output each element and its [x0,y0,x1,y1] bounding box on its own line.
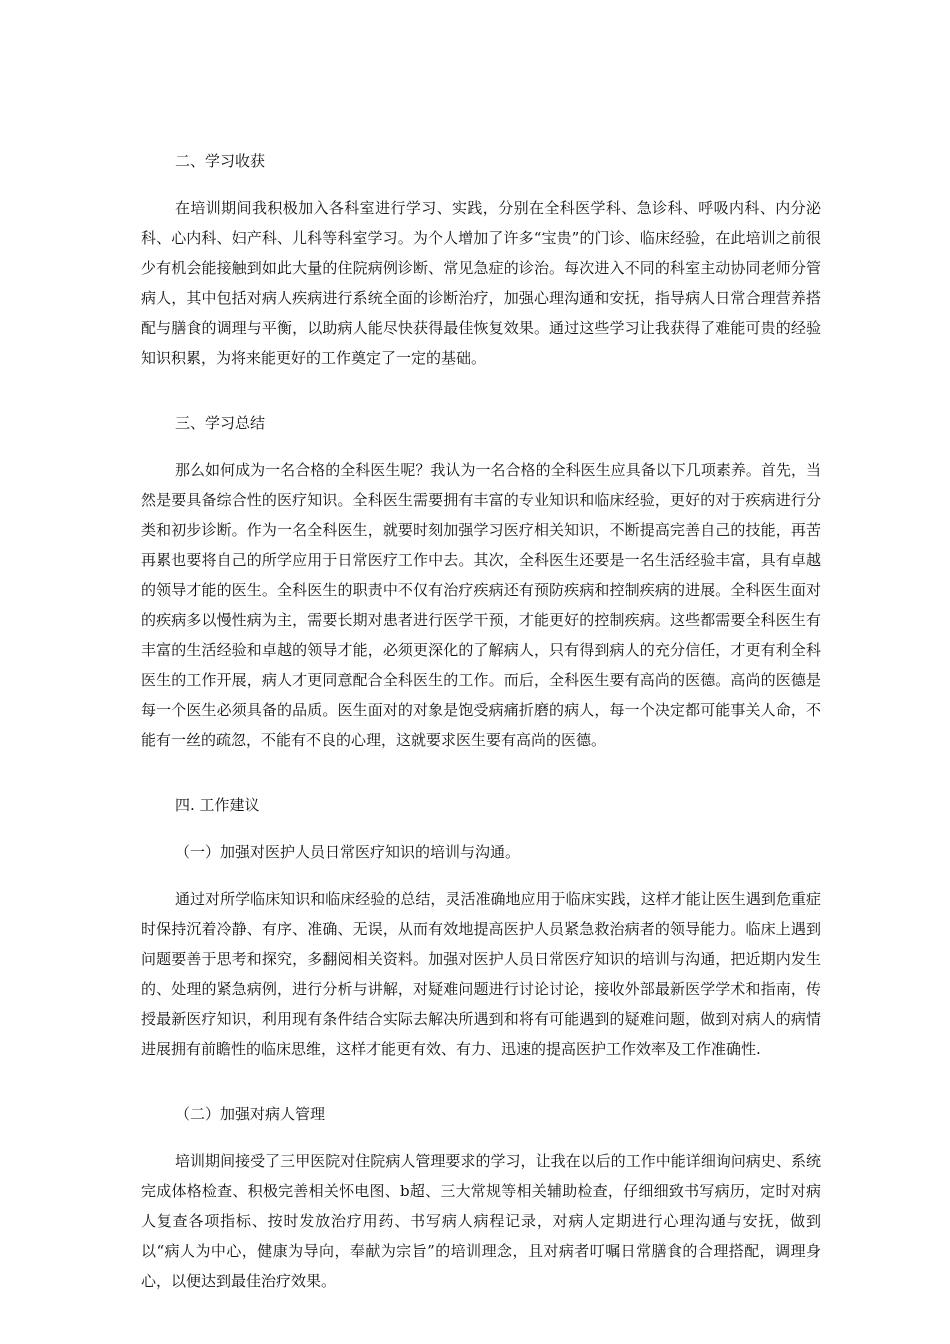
document-body [141,146,821,1296]
subsection-heading-patient-management: （二）加强对病人管理 [175,1105,326,1123]
paragraph-learning-summary: 那么如何成为一名合格的全科医生呢？我认为一名合格的全科医生应具备以下几项素养。首先，当然是要具备综合性的医疗知识。全科医生需要拥有丰富的专业知识和临床经验，更好的对于疾病进行分类和初步诊断。作为一名全科医生，就要时刻加强学习医疗相关知识，不断提高完善自己的技能，再苦再累也要将自己的所学应用于日常医疗工作中去。其次，全科医生还要是一名生活经验丰富，具有卓越的领导才能的医生。全科医生的职责中不仅有治疗疾病还有预防疾病和控制疾病的进展。全科医生面对的疾病多以慢性病为主，需要长期对患者进行医学干预，才能更好的控制疾病。这些都需要全科医生有丰富的生活经验和卓越的领导才能，必须更深化的了解病人，只有得到病人的充分信任，才更有利全科医生的工作开展，病人才更同意配合全科医生的工作。而后，全科医生要有高尚的医德。高尚的医德是每一个医生必须具备的品质。医生面对的对象是饱受病痛折磨的病人，每一个决定都可能事关人命，不能有一丝的疏忽，不能有不良的心理，这就要求医生要有高尚的医德。 [141,461,821,749]
paragraph-training: 通过对所学临床知识和临床经验的总结，灵活准确地应用于临床实践，这样才能让医生遇到危重症时保持沉着冷静、有序、准确、无误，从而有效地提高医护人员紧急救治病者的领导能力。临床上遇到问题要善于思考和探究，多翻阅相关资料。加强对医护人员日常医疗知识的培训与沟通，把近期内发生的、处理的紧急病例，进行分析与讲解，对疑难问题进行讨论讨论，接收外部最新医学学术和指南，传授最新医疗知识，利用现有条件结合实际去解决所遇到和将有可能遇到的疑难问题，做到对病人的病情进展拥有前瞻性的临床思维，这样才能更有效、有力、迅速的提高医护工作效率及工作准确性. [141,890,821,1058]
paragraph-patient-management: 培训期间接受了三甲医院对住院病人管理要求的学习，让我在以后的工作中能详细询问病史、系统完成体格检查、积极完善相关怀电图、b超、三大常规等相关辅助检查，仔细细致书写病历，定时对病人复查各项指标、按时发放治疗用药、书写病人病程记录，对病人定期进行心理沟通与安抚，做到以“病人为中心，健康为导向，奉献为宗旨”的培训理念，且对病者叮嘱日常膳食的合理搭配，调理身心，以便达到最佳治疗效果。 [141,1152,821,1290]
section-heading-work-suggestions: 四. 工作建议 [175,796,260,814]
section-heading-learning-summary: 三、学习总结 [175,414,266,432]
paragraph-learning-gains: 在培训期间我积极加入各科室进行学习、实践，分别在全科医学科、急诊科、呼吸内科、内分泌科、心内科、妇产科、儿科等科室学习。为个人增加了许多“宝贵”的门诊、临床经验，在此培训之前很少有机会能接触到如此大量的住院病例诊断、常见急症的诊治。每次进入不同的科室主动协同老师分管病人，其中包括对病人疾病进行系统全面的诊断治疗，加强心理沟通和安抚，指导病人日常合理营养搭配与膳食的调理与平衡，以助病人能尽快获得最佳恢复效果。通过这些学习让我获得了难能可贵的经验知识积累，为将来能更好的工作奠定了一定的基础。 [141,199,821,367]
subsection-heading-training: （一）加强对医护人员日常医疗知识的培训与沟通。 [175,843,521,861]
section-heading-learning-gains: 二、学习收获 [175,152,266,170]
